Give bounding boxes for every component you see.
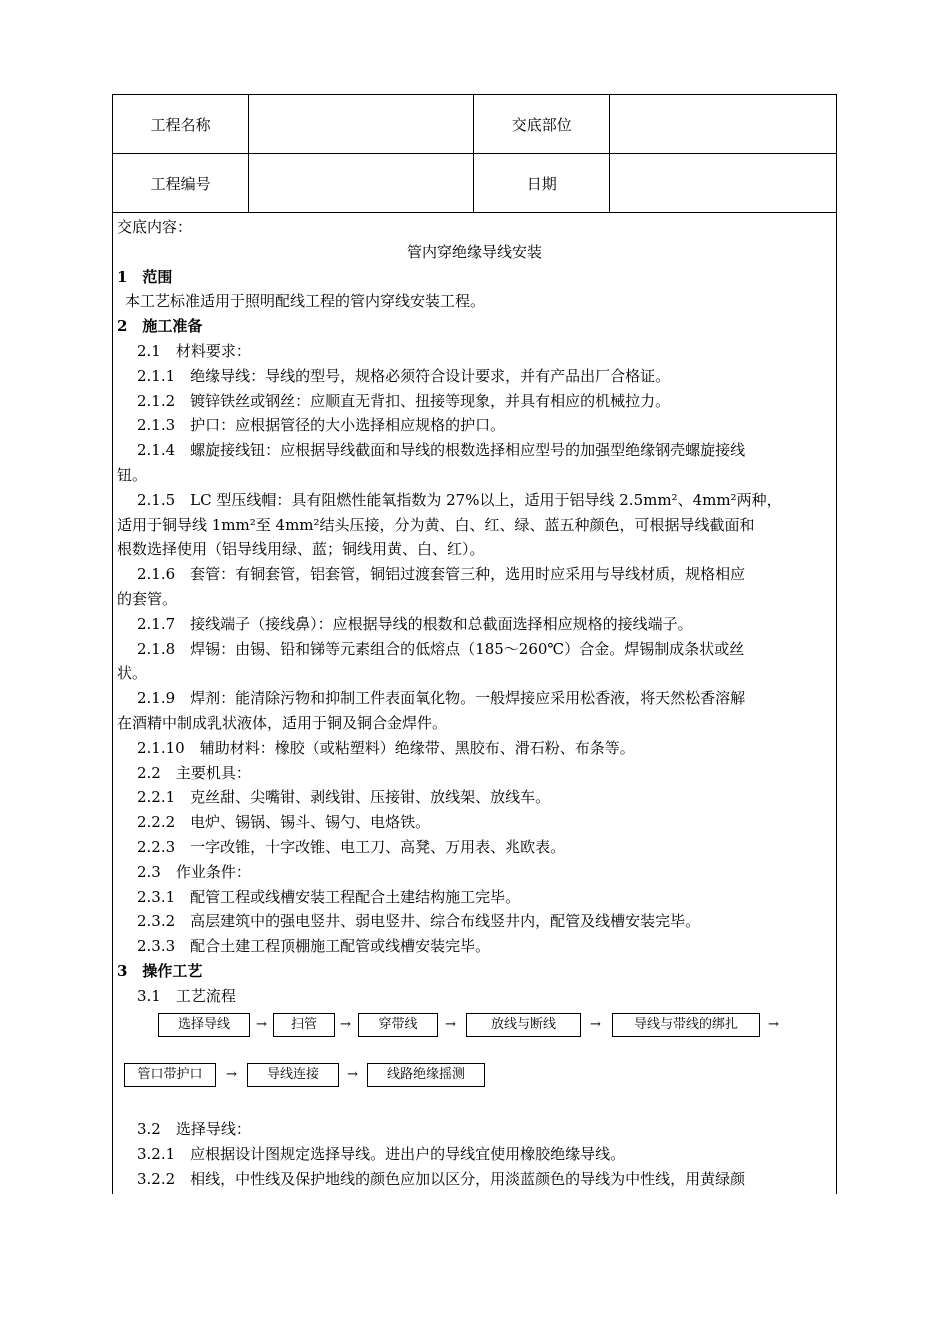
list-item: 2.1.2 镀锌铁丝或钢丝：应顺直无背扣、扭接等现象，并具有相应的机械拉力。 <box>137 391 671 410</box>
list-item-cont: 在酒精中制成乳状液体，适用于铜及铜合金焊件。 <box>117 713 448 732</box>
arrow-icon: → <box>347 1067 358 1082</box>
date-field[interactable] <box>610 154 836 213</box>
list-item: 2.1.1 绝缘导线：导线的型号，规格必须符合设计要求，并有产品出厂合格证。 <box>137 366 671 385</box>
date-label: 日期 <box>474 154 610 213</box>
project-no-field[interactable] <box>249 154 474 213</box>
part-label: 交底部位 <box>474 95 610 154</box>
project-no-label: 工程编号 <box>113 154 249 213</box>
flow-step: 穿带线 <box>358 1013 438 1037</box>
list-item: 2.1.3 护口：应根据管径的大小选择相应规格的护口。 <box>137 416 506 435</box>
flow-step: 选择导线 <box>158 1013 250 1037</box>
section-1-heading: 1 范围 <box>117 267 173 286</box>
list-item: 2.1.7 接线端子（接线鼻）：应根据导线的根数和总截面选择相应规格的接线端子。 <box>137 614 693 633</box>
header-table <box>113 95 836 213</box>
arrow-icon: → <box>768 1017 779 1032</box>
document-title: 管内穿绝缘导线安装 <box>406 242 542 261</box>
paragraph: 本工艺标准适用于照明配线工程的管内穿线安装工程。 <box>125 292 486 311</box>
list-item: 2.1.5 LC 型压线帽：具有阻燃性能氧指数为 27%以上，适用于铝导线 2.5mm²、4mm²两种， <box>137 490 782 509</box>
list-item-cont: 适用于铜导线 1mm²至 4mm²结头压接，分为黄、白、红、绿、蓝五种颜色，可根据导线截面和 <box>117 515 755 534</box>
header-row-2 <box>113 154 836 213</box>
list-item-cont: 钮。 <box>117 465 148 484</box>
part-field[interactable] <box>610 95 836 154</box>
list-item: 3.2.1 应根据设计图规定选择导线。进出户的导线宜使用橡胶绝缘导线。 <box>137 1144 626 1163</box>
subsection-heading: 2.1 材料要求： <box>137 341 251 360</box>
list-item-cont: 根数选择使用（铝导线用绿、蓝；铜线用黄、白、红）。 <box>117 540 485 559</box>
list-item: 2.1.6 套管：有铜套管，铝套管，铜铝过渡套管三种，选用时应采用与导线材质，规格相应 <box>137 565 746 584</box>
list-item: 3.2.2 相线，中性线及保护地线的颜色应加以区分，用淡蓝颜色的导线为中性线，用黄绿颜 <box>137 1169 746 1188</box>
arrow-icon: → <box>226 1067 237 1082</box>
flow-step: 导线与带线的绑扎 <box>612 1013 760 1037</box>
flow-step: 管口带护口 <box>124 1063 216 1087</box>
flow-step: 放线与断线 <box>466 1013 581 1037</box>
list-item: 2.3.1 配管工程或线槽安装工程配合土建结构施工完毕。 <box>137 887 521 906</box>
content-body <box>113 215 836 1009</box>
list-item: 2.1.9 焊剂：能清除污物和抑制工件表面氧化物。一般焊接应采用松香液，将天然松香溶解 <box>137 689 746 708</box>
list-item: 2.2.1 克丝甜、尖嘴钳、剥线钳、压接钳、放线架、放线车。 <box>137 788 551 807</box>
list-item: 2.2.3 一字改锥，十字改锥、电工刀、高凳、万用表、兆欧表。 <box>137 837 566 856</box>
list-item: 2.3.3 配合土建工程顶棚施工配管或线槽安装完毕。 <box>137 937 491 956</box>
subsection-heading: 2.3 作业条件： <box>137 862 251 881</box>
list-item: 2.3.2 高层建筑中的强电竖井、弱电竖井、综合布线竖井内，配管及线槽安装完毕。 <box>137 912 701 931</box>
arrow-icon: → <box>445 1017 456 1032</box>
list-item: 2.1.10 辅助材料：橡胶（或粘塑料）绝缘带、黑胶布、滑石粉、布条等。 <box>137 738 635 757</box>
list-item: 2.2.2 电炉、锡锅、锡斗、锡勺、电烙铁。 <box>137 813 431 832</box>
disclosure-form <box>112 94 837 1194</box>
list-item-cont: 状。 <box>117 664 148 683</box>
content-after-flow <box>113 1117 836 1191</box>
header-row-1 <box>113 95 836 154</box>
arrow-icon: → <box>590 1017 601 1032</box>
list-item: 2.1.4 螺旋接线钮：应根据导线截面和导线的根数选择相应型号的加强型绝缘钢壳螺旋接线 <box>137 441 746 460</box>
arrow-icon: → <box>256 1017 267 1032</box>
flow-step: 扫管 <box>273 1013 335 1037</box>
list-item-cont: 的套管。 <box>117 589 178 608</box>
intro-label: 交底内容： <box>117 218 193 236</box>
project-name-field[interactable] <box>249 95 474 154</box>
subsection-heading: 2.2 主要机具： <box>137 763 251 782</box>
section-3-heading: 3 操作工艺 <box>117 961 203 980</box>
list-item: 2.1.8 焊锡：由锡、铅和锑等元素组合的低熔点（185～260℃）合金。焊锡制成条状或丝 <box>137 639 745 658</box>
subsection-heading: 3.2 选择导线： <box>137 1120 251 1138</box>
arrow-icon: → <box>340 1017 351 1032</box>
section-2-heading: 2 施工准备 <box>117 317 203 336</box>
subsection-heading: 3.1 工艺流程 <box>137 986 236 1005</box>
flow-step: 导线连接 <box>247 1063 339 1087</box>
project-name-label: 工程名称 <box>113 95 249 154</box>
flow-step: 线路绝缘摇测 <box>367 1063 485 1087</box>
